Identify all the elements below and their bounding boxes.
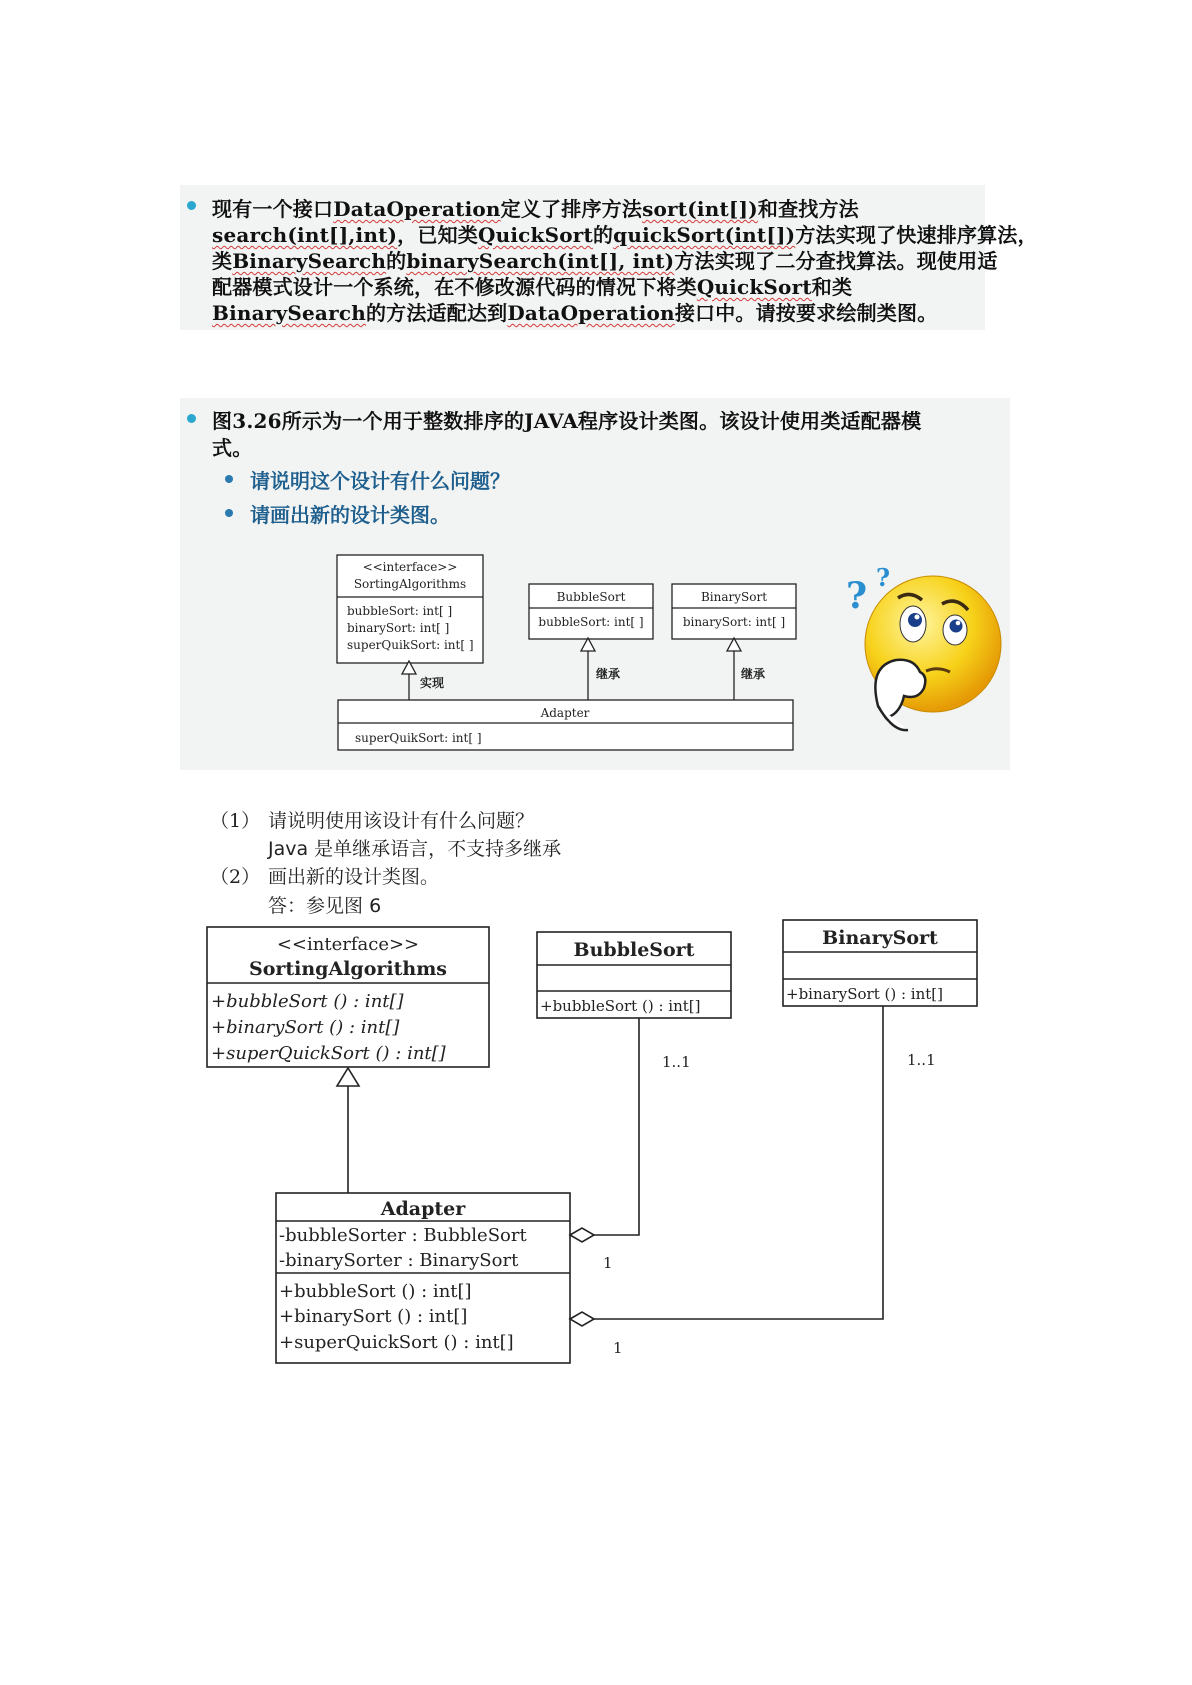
- d2-binarysort-name: BinarySort: [822, 927, 938, 949]
- question1-line: [212, 193, 859, 222]
- d2-multiplicity-adapter-bubble: 1: [603, 1254, 613, 1272]
- question1-line: [212, 297, 937, 326]
- code-term: BinarySearch: [212, 301, 366, 325]
- d2-adapter-name: Adapter: [380, 1198, 466, 1220]
- d2-adapter-op: +binarySort () : int[]: [279, 1306, 468, 1327]
- d2-interface-op: +superQuickSort () : int[]: [211, 1043, 446, 1064]
- text-segment: 现有一个接口: [212, 197, 334, 221]
- text-segment: 配器模式设计一个系统，在不修改源代码的情况下将类: [212, 275, 697, 299]
- d1-bubblesort-name: BubbleSort: [556, 590, 626, 604]
- d2-adapter-attr: -binarySorter : BinarySort: [279, 1250, 519, 1271]
- d2-adapter-op: +superQuickSort () : int[]: [279, 1332, 514, 1353]
- svg-text:?: ?: [846, 575, 868, 617]
- subquestion2-bullet: [225, 509, 233, 517]
- d1-interface-op: binarySort: int[ ]: [347, 621, 450, 635]
- d2-adapter-op: +bubbleSort () : int[]: [279, 1281, 472, 1302]
- svg-text:?: ?: [876, 563, 891, 592]
- text-segment: 定义了排序方法: [500, 197, 643, 221]
- text-segment: 的方法适配达到: [365, 301, 508, 325]
- code-term: BinarySearch: [232, 249, 387, 273]
- code-term: DataOperation: [507, 301, 675, 325]
- text-segment: 接口中。请按要求绘制类图。: [674, 301, 938, 325]
- code-term: QuickSort: [696, 275, 812, 299]
- d2-interface-stereotype: <<interface>>: [276, 934, 420, 955]
- answer1-number: （1）: [210, 810, 261, 832]
- d1-adapter-name: Adapter: [540, 706, 590, 720]
- subquestion1: 请说明这个设计有什么问题？: [250, 469, 510, 493]
- code-term: binarySearch(int[], int): [406, 249, 675, 273]
- text-segment: 的: [592, 223, 614, 247]
- d1-label-implement: 实现: [420, 676, 445, 690]
- answer1-text: [268, 834, 561, 861]
- code-term: sort(int[]): [642, 197, 758, 221]
- new-class-diagram: [200, 915, 990, 1365]
- code-term: quickSort(int[]): [613, 223, 796, 247]
- d2-interface-op: +bubbleSort () : int[]: [211, 991, 404, 1012]
- d1-interface-op: bubbleSort: int[ ]: [347, 604, 453, 618]
- answer2-number: （2）: [210, 866, 261, 888]
- question1-line: [212, 219, 1038, 248]
- answer2-prefix: 答：参见图: [268, 895, 364, 917]
- text-segment: ，已知类: [397, 223, 478, 247]
- code-term: DataOperation: [333, 197, 501, 221]
- subquestion1-bullet: [225, 475, 233, 483]
- question1-line: [212, 271, 852, 300]
- d1-interface-op: superQuikSort: int[ ]: [347, 638, 474, 652]
- code-term: QuickSort: [477, 223, 593, 247]
- d2-multiplicity-binary: 1..1: [907, 1051, 936, 1069]
- text-segment: 方法实现了二分查找算法。现使用适: [674, 249, 998, 273]
- text-segment: 的: [386, 249, 407, 273]
- question2-line1: 图3.26所示为一个用于整数排序的JAVA程序设计类图。该设计使用类适配器模: [212, 409, 922, 433]
- text-segment: 方法实现了快速排序算法，: [795, 223, 1038, 247]
- d2-multiplicity-adapter-binary: 1: [613, 1339, 623, 1357]
- subquestion2: 请画出新的设计类图。: [250, 503, 450, 527]
- question2-line2: 式。: [212, 436, 253, 460]
- d2-interface-op: +binarySort () : int[]: [211, 1017, 400, 1038]
- text-segment: 和类: [811, 275, 853, 299]
- d1-binarysort-op: binarySort: int[ ]: [682, 615, 786, 629]
- answer2-question: 画出新的设计类图。: [268, 866, 440, 888]
- text-segment: 和查找方法: [757, 197, 859, 221]
- d2-adapter-attr: -bubbleSorter : BubbleSort: [279, 1225, 527, 1246]
- question2-bullet: [187, 414, 196, 423]
- d2-multiplicity-bubble: 1..1: [662, 1053, 691, 1071]
- d1-bubblesort-op: bubbleSort: int[ ]: [538, 615, 644, 629]
- answer2-figure-number: 6: [369, 895, 382, 917]
- answer1-rest: 是单继承语言，不支持多继承: [308, 838, 562, 860]
- d1-interface-name: SortingAlgorithms: [353, 577, 467, 591]
- answer1-java: Java: [268, 838, 309, 860]
- thinking-face-icon: [838, 556, 1008, 746]
- d1-adapter-op: superQuikSort: int[ ]: [355, 731, 482, 745]
- d2-bubblesort-name: BubbleSort: [573, 939, 695, 961]
- d2-binarysort-op: +binarySort () : int[]: [786, 985, 943, 1003]
- d2-bubblesort-op: +bubbleSort () : int[]: [540, 997, 701, 1015]
- code-term: search(int[],int): [212, 223, 398, 247]
- question1-bullet: [187, 201, 196, 210]
- d1-binarysort-name: BinarySort: [700, 590, 768, 604]
- text-segment: 类: [212, 249, 233, 273]
- d1-label-inherit: 继承: [741, 667, 766, 681]
- d1-label-inherit: 继承: [596, 667, 621, 681]
- question1-line: [212, 245, 998, 274]
- d2-interface-name: SortingAlgorithms: [248, 958, 448, 980]
- original-class-diagram: [320, 550, 810, 765]
- answer2-text: [268, 891, 381, 918]
- answer1-question: 请说明使用该设计有什么问题？: [268, 810, 535, 832]
- d1-interface-stereotype: <<interface>>: [362, 560, 458, 574]
